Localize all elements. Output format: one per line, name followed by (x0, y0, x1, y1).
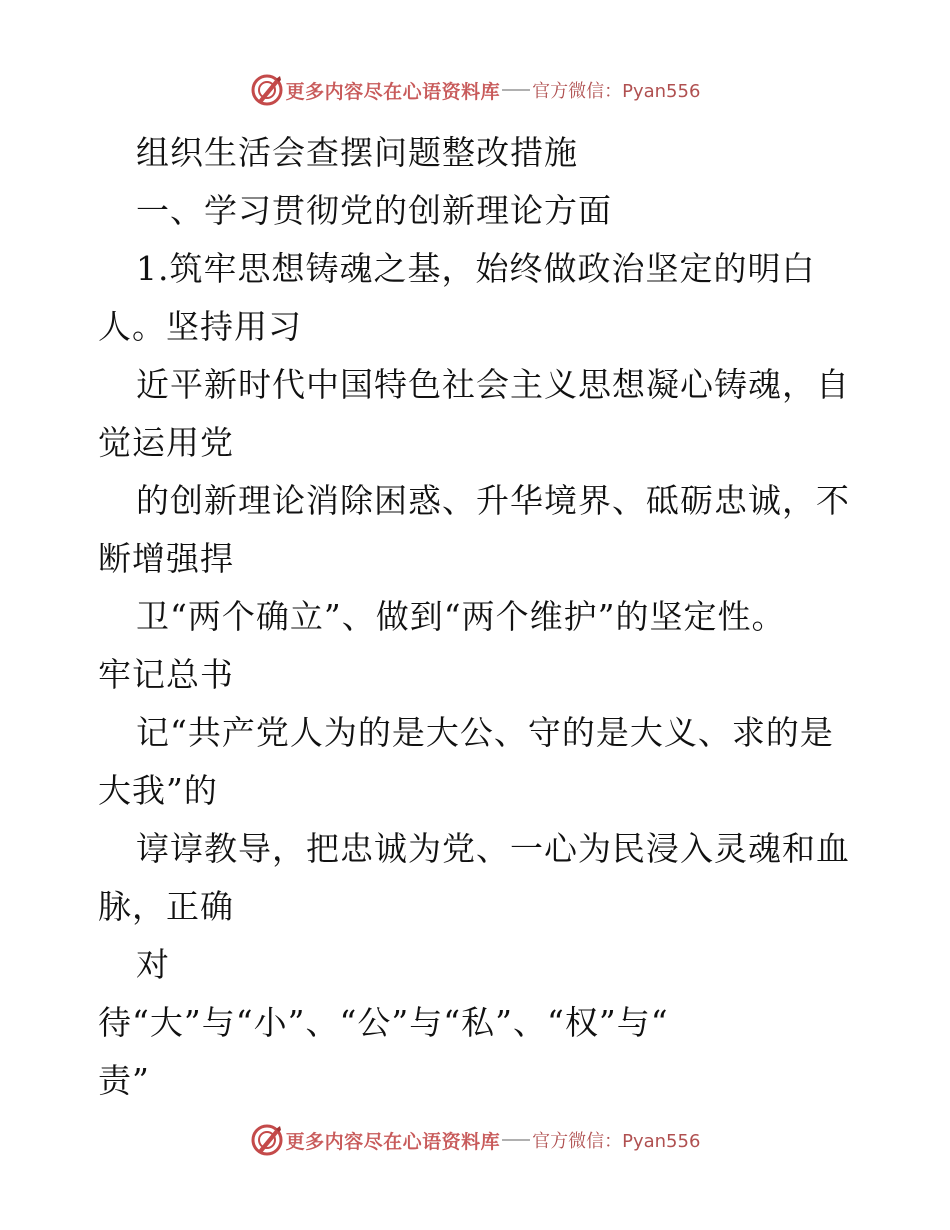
paragraph-line: 的创新理论消除困惑、升华境界、砥砺忠诚，不 (136, 481, 850, 520)
paragraph-line: 待“大”与“小”、“公”与“私”、“权”与“ (98, 1003, 669, 1042)
section-heading: 一、学习贯彻党的创新理论方面 (136, 191, 612, 230)
header-banner (0, 70, 950, 110)
banner-separator (502, 1139, 530, 1141)
banner-text: 更多内容尽在心语资料库 (285, 80, 501, 103)
banner-separator (502, 89, 530, 91)
paragraph-line: 人。坚持用习 (98, 307, 302, 346)
document-body (98, 124, 858, 1110)
paragraph-line: 牢记总书 (98, 655, 234, 694)
banner-text: 更多内容尽在心语资料库 (285, 1130, 501, 1153)
banner-wechat: 官方微信：Pyan556 (532, 1131, 701, 1152)
paragraph-line: 觉运用党 (98, 423, 234, 462)
paragraph-line: 责” (98, 1061, 150, 1100)
footer-banner (0, 1120, 950, 1160)
paragraph-line: 对 (136, 945, 170, 984)
banner-wechat: 官方微信：Pyan556 (532, 81, 701, 102)
paragraph-line: 大我”的 (98, 771, 218, 810)
paragraph-line: 脉，正确 (98, 887, 234, 926)
paragraph-line: 1.筑牢思想铸魂之基，始终做政治坚定的明白 (136, 249, 816, 288)
pen-logo-icon (250, 73, 284, 107)
paragraph-line: 近平新时代中国特色社会主义思想凝心铸魂，自 (136, 365, 850, 404)
paragraph-line: 卫“两个确立”、做到“两个维护”的坚定性。 (136, 597, 786, 636)
paragraph-line: 记“共产党人为的是大公、守的是大义、求的是 (136, 713, 834, 752)
paragraph-line: 断增强捍 (98, 539, 234, 578)
paragraph-line: 谆谆教导，把忠诚为党、一心为民浸入灵魂和血 (136, 829, 850, 868)
pen-logo-icon (250, 1123, 284, 1157)
document-title: 组织生活会查摆问题整改措施 (136, 133, 578, 172)
